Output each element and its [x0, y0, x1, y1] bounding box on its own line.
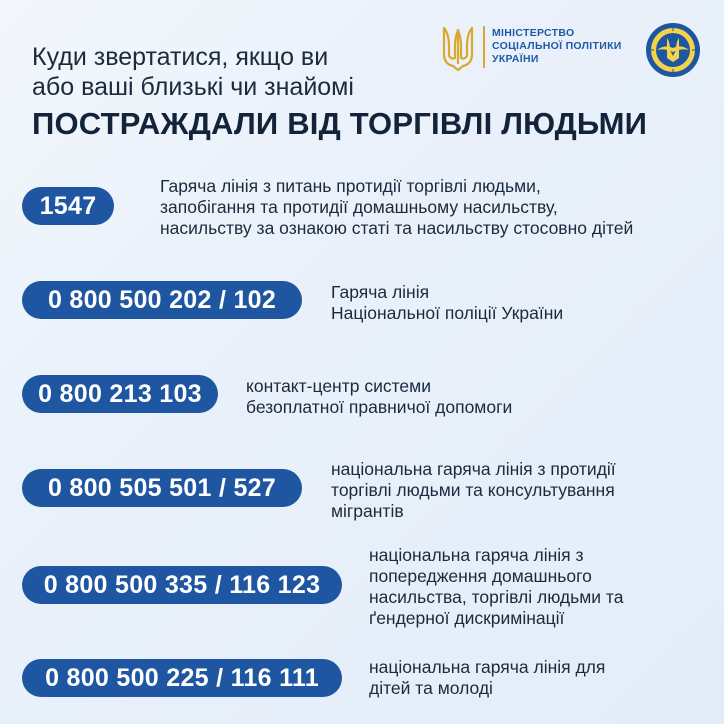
heading-line-2: або ваші близькі чи знайомі: [32, 73, 354, 101]
hotline-description-line: національна гаряча лінія з: [369, 545, 584, 565]
hotline-description-5: [369, 545, 624, 629]
hotline-description-line: насильству за ознакою статі та насильству стосовно дітей: [160, 218, 634, 238]
trident-icon: [441, 24, 475, 72]
ministry-name: [492, 27, 622, 66]
hotline-description-4: [331, 459, 616, 522]
page-title: ПОСТРАЖДАЛИ ВІД ТОРГІВЛІ ЛЮДЬМИ: [32, 106, 648, 141]
ministry-line-1: МІНІСТЕРСТВО: [492, 27, 575, 39]
ministry-line-3: УКРАЇНИ: [492, 53, 539, 65]
hotline-number-1547: 1547: [22, 187, 114, 225]
hotline-number-legal-aid: 0 800 213 103: [22, 375, 218, 413]
hotline-description-line: контакт-центр системи: [246, 376, 431, 396]
logo-separator: [483, 26, 485, 68]
hotline-description-line: дітей та молоді: [369, 678, 493, 698]
hotline-description-6: [369, 657, 605, 699]
hotline-description-2: [331, 282, 563, 324]
ministry-line-2: СОЦІАЛЬНОЇ ПОЛІТИКИ: [492, 40, 622, 52]
hotline-description-line: безоплатної правничої допомоги: [246, 397, 513, 417]
hotline-description-line: ґендерної дискримінації: [369, 608, 565, 628]
hotline-description-line: Гаряча лінія: [331, 282, 430, 302]
hotline-description-line: національна гаряча лінія з протидії: [331, 459, 616, 479]
hotline-number-domestic-violence: 0 800 500 335 / 116 123: [22, 566, 342, 604]
hotline-number-migrants: 0 800 505 501 / 527: [22, 469, 302, 507]
hotline-number-police: 0 800 500 202 / 102: [22, 281, 302, 319]
hotline-description-line: Гаряча лінія з питань протидії торгівлі людьми,: [160, 176, 541, 196]
hotline-description-line: Національної поліції України: [331, 303, 564, 323]
hotline-description-line: насильства, торгівлі людьми та: [369, 587, 624, 607]
heading-line-1: Куди звертатися, якщо ви: [32, 43, 329, 71]
hotline-description-line: національна гаряча лінія для: [369, 657, 606, 677]
ministry-logo: [441, 22, 711, 78]
hotline-number-children: 0 800 500 225 / 116 111: [22, 659, 342, 697]
hotline-description-line: запобігання та протидії домашньому насильству,: [160, 197, 558, 217]
hotline-description-1: [160, 176, 633, 239]
hotline-description-line: мігрантів: [331, 501, 404, 521]
hotline-description-line: попередження домашнього: [369, 566, 592, 586]
emblem-icon: [645, 22, 701, 78]
hotline-description-line: торгівлі людьми та консультування: [331, 480, 615, 500]
hotline-description-3: [246, 376, 512, 418]
